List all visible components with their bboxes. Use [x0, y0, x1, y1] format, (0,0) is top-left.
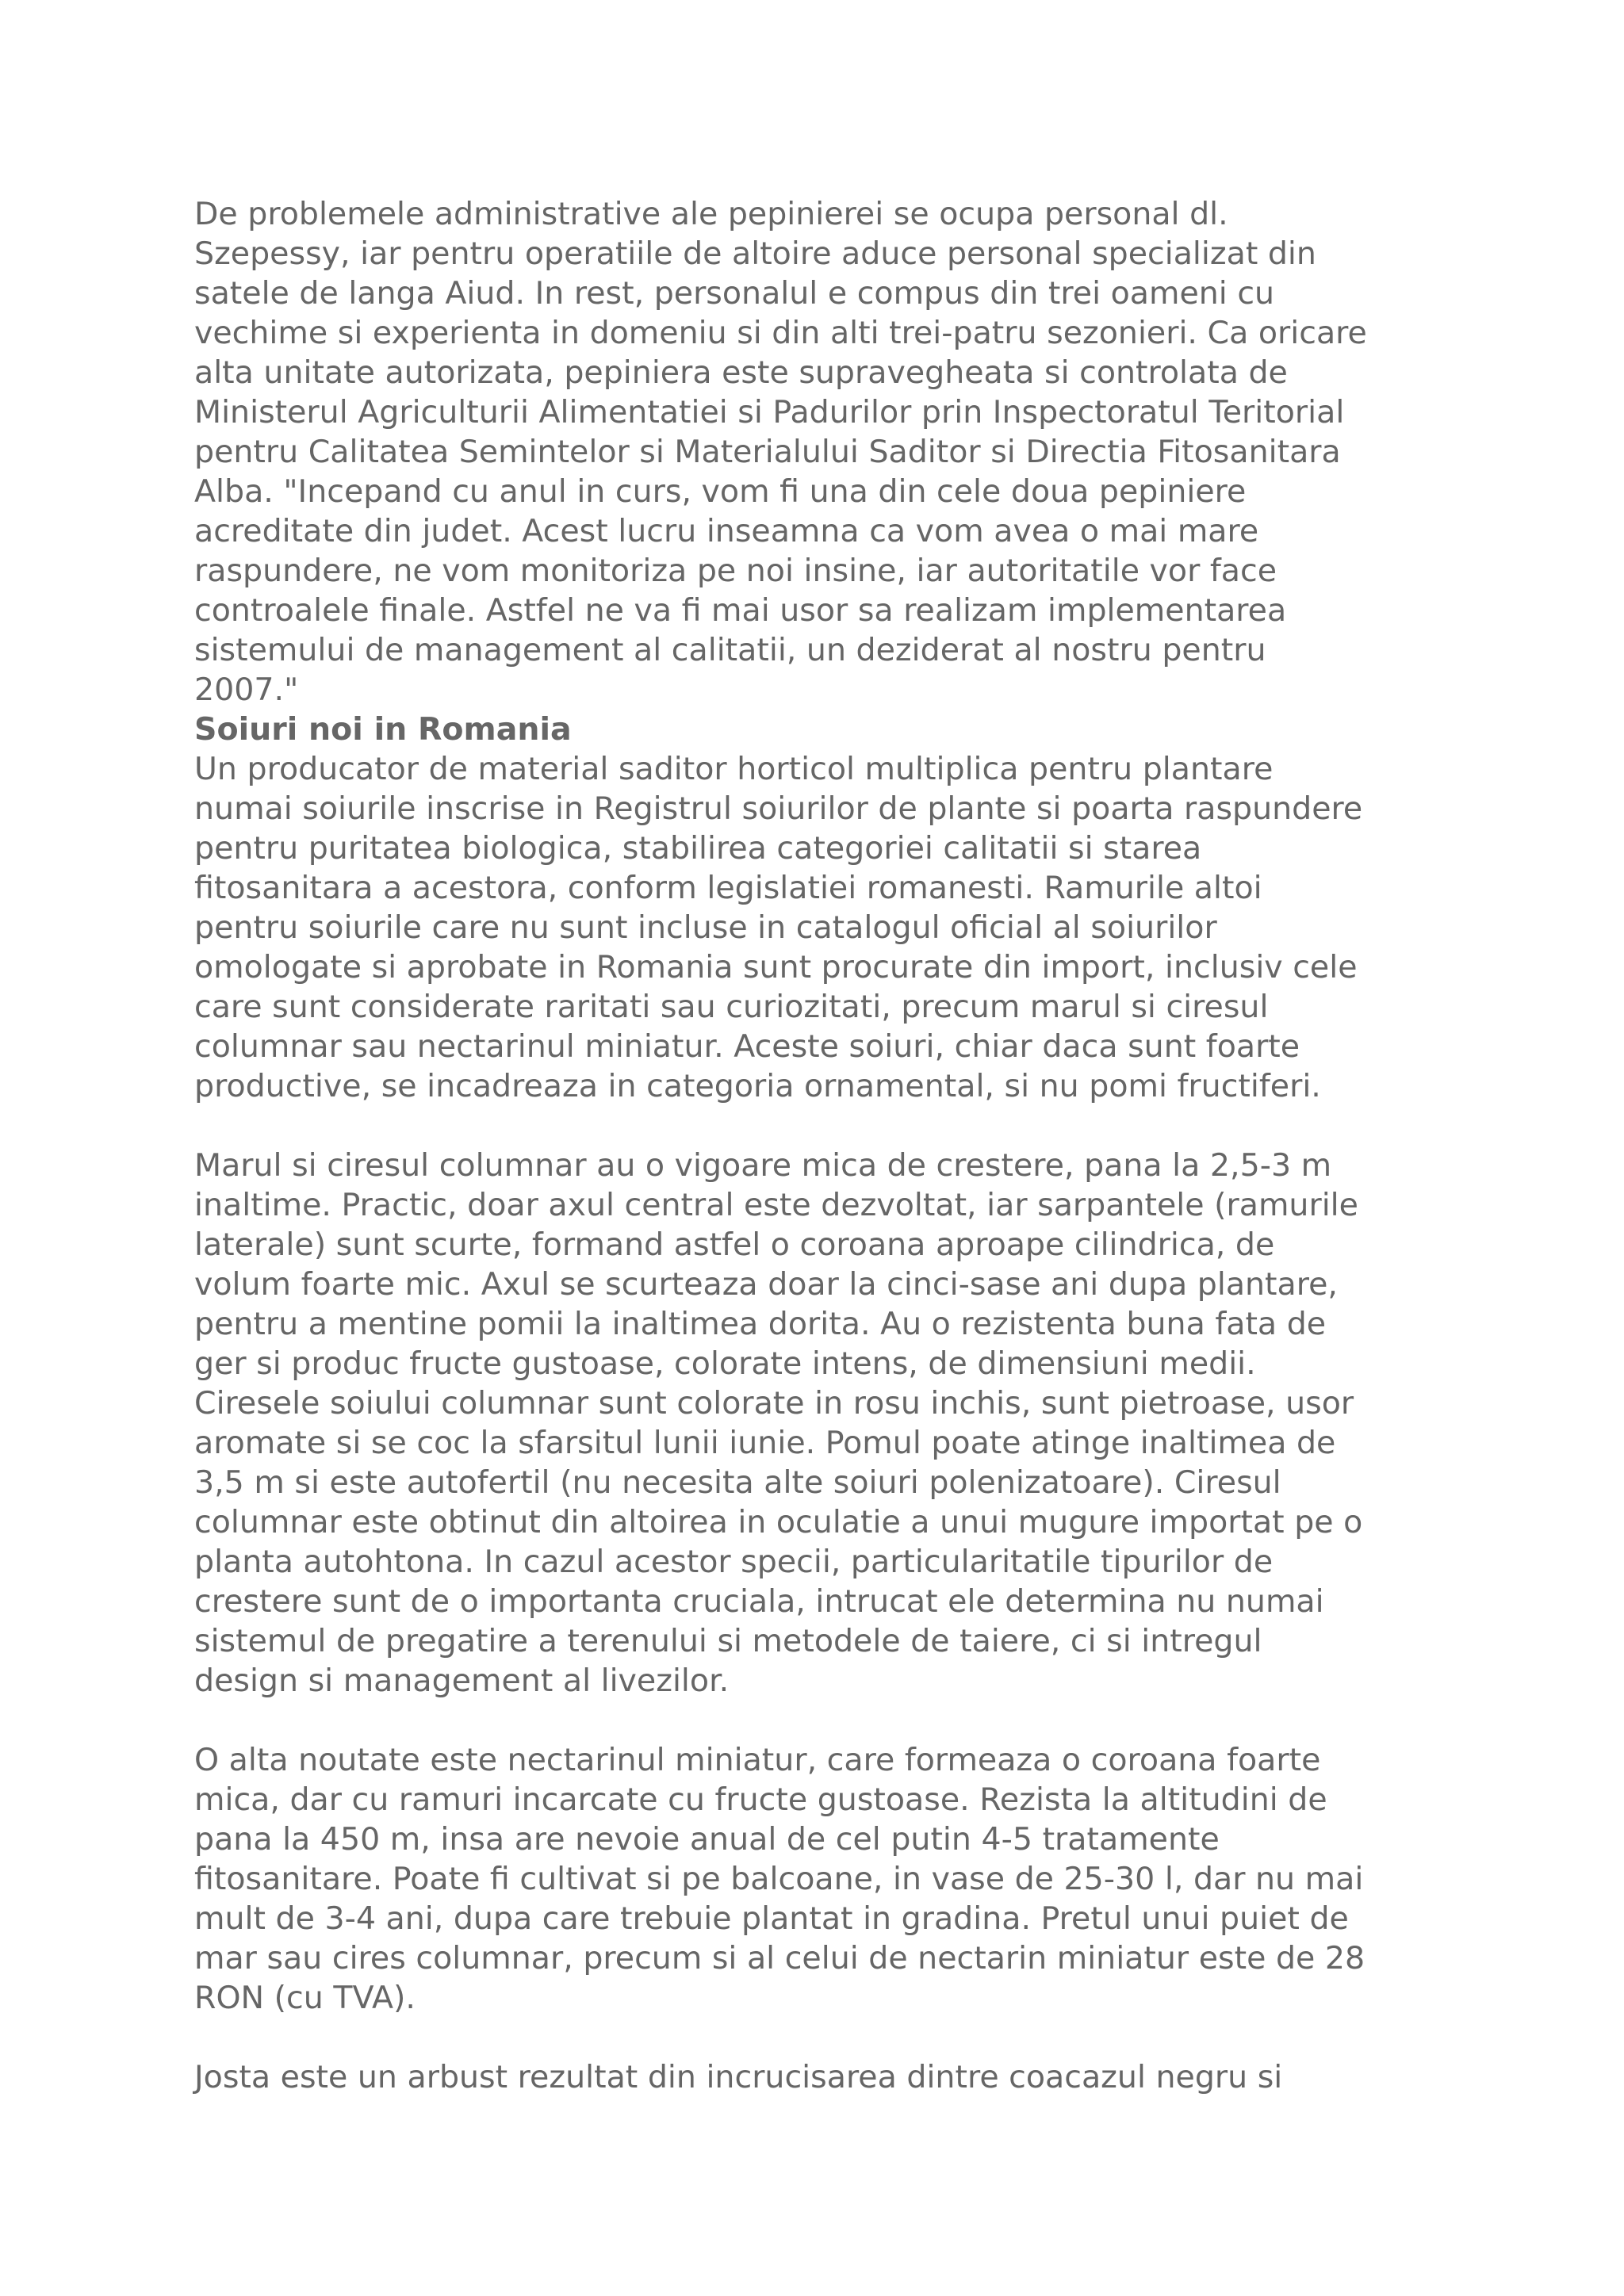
- document-body: [194, 194, 1463, 2097]
- paragraph-administration: [194, 194, 1463, 710]
- text-line: Marul si ciresul columnar au o vigoare mica de crestere, pana la 2,5-3 m: [194, 1147, 1332, 1184]
- text-line: pana la 450 m, insa are nevoie anual de cel putin 4-5 tratamente: [194, 1821, 1220, 1858]
- text-line: alta unitate autorizata, pepiniera este supravegheata si controlata de: [194, 354, 1288, 391]
- text-line: laterale) sunt scurte, formand astfel o coroana aproape cilindrica, de: [194, 1226, 1275, 1263]
- paragraph-gap: [194, 1701, 1463, 1740]
- text-line: O alta noutate este nectarinul miniatur, care formeaza o coroana foarte: [194, 1742, 1321, 1778]
- text-line: vechime si experienta in domeniu si din alti trei-patru sezonieri. Ca oricare: [194, 315, 1367, 351]
- text-line: Szepessy, iar pentru operatiile de altoire aduce personal specializat din: [194, 235, 1316, 272]
- text-line: 3,5 m si este autofertil (nu necesita alte soiuri polenizatoare). Ciresul: [194, 1464, 1281, 1501]
- text-line: mica, dar cu ramuri incarcate cu fructe gustoase. Rezista la altitudini de: [194, 1781, 1327, 1818]
- paragraph-josta: [194, 2057, 1463, 2097]
- text-line: satele de langa Aiud. In rest, personalul e compus din trei oameni cu: [194, 275, 1275, 312]
- text-line: columnar sau nectarinul miniatur. Aceste soiuri, chiar daca sunt foarte: [194, 1028, 1300, 1065]
- text-line: mult de 3-4 ani, dupa care trebuie plantat in gradina. Pretul unui puiet de: [194, 1900, 1349, 1937]
- paragraph-columnar-trees: [194, 1146, 1463, 1701]
- text-line: numai soiurile inscrise in Registrul soiurilor de plante si poarta raspundere: [194, 790, 1363, 827]
- text-line: productive, se incadreaza in categoria ornamental, si nu pomi fructiferi.: [194, 1068, 1321, 1104]
- text-line: Un producator de material saditor horticol multiplica pentru plantare: [194, 751, 1274, 787]
- text-line: fitosanitara a acestora, conform legislatiei romanesti. Ramurile altoi: [194, 870, 1262, 906]
- text-line: pentru a mentine pomii la inaltimea dorita. Au o rezistenta buna fata de: [194, 1306, 1327, 1342]
- text-line: aromate si se coc la sfarsitul lunii iunie. Pomul poate atinge inaltimea de: [194, 1425, 1336, 1461]
- text-line: pentru Calitatea Semintelor si Materialului Saditor si Directia Fitosanitara: [194, 434, 1341, 470]
- text-line: De problemele administrative ale pepinierei se ocupa personal dl.: [194, 196, 1228, 232]
- text-line: Ciresele soiului columnar sunt colorate in rosu inchis, sunt pietroase, usor: [194, 1385, 1354, 1422]
- text-line: sistemului de management al calitatii, un deziderat al nostru pentru: [194, 632, 1266, 668]
- text-line: inaltime. Practic, doar axul central este dezvoltat, iar sarpantele (ramurile: [194, 1187, 1358, 1223]
- text-line: 2007.": [194, 672, 299, 708]
- text-line: columnar este obtinut din altoirea in oculatie a unui mugure importat pe o: [194, 1504, 1363, 1540]
- paragraph-miniature-nectarine: [194, 1740, 1463, 2018]
- text-line: pentru soiurile care nu sunt incluse in catalogul oficial al soiurilor: [194, 909, 1217, 946]
- section-heading: Soiuri noi in Romania: [194, 711, 572, 748]
- text-line: crestere sunt de o importanta cruciala, intrucat ele determina nu numai: [194, 1583, 1324, 1620]
- text-line: sistemul de pregatire a terenului si metodele de taiere, ci si intregul: [194, 1623, 1262, 1659]
- paragraph-new-varieties: [194, 749, 1463, 1106]
- text-line: ger si produc fructe gustoase, colorate intens, de dimensiuni medii.: [194, 1345, 1256, 1382]
- text-line: care sunt considerate raritati sau curiozitati, precum marul si ciresul: [194, 989, 1269, 1025]
- text-line: design si management al livezilor.: [194, 1663, 730, 1699]
- text-line: fitosanitare. Poate fi cultivat si pe balcoane, in vase de 25-30 l, dar nu mai: [194, 1861, 1364, 1897]
- text-line: raspundere, ne vom monitoriza pe noi insine, iar autoritatile vor face: [194, 553, 1277, 589]
- text-line: mar sau cires columnar, precum si al celui de nectarin miniatur este de 28: [194, 1940, 1365, 1976]
- text-line: Josta este un arbust rezultat din incrucisarea dintre coacazul negru si: [194, 2059, 1283, 2095]
- text-line: pentru puritatea biologica, stabilirea categoriei calitatii si starea: [194, 830, 1202, 867]
- paragraph-gap: [194, 1106, 1463, 1146]
- text-line: volum foarte mic. Axul se scurteaza doar la cinci-sase ani dupa plantare,: [194, 1266, 1338, 1303]
- text-line: acreditate din judet. Acest lucru inseamna ca vom avea o mai mare: [194, 513, 1259, 549]
- text-line: RON (cu TVA).: [194, 1980, 416, 2016]
- text-line: Alba. "Incepand cu anul in curs, vom fi una din cele doua pepiniere: [194, 473, 1247, 510]
- text-line: omologate si aprobate in Romania sunt procurate din import, inclusiv cele: [194, 949, 1358, 985]
- text-line: Ministerul Agriculturii Alimentatiei si Padurilor prin Inspectoratul Teritorial: [194, 394, 1345, 430]
- text-line: controalele finale. Astfel ne va fi mai usor sa realizam implementarea: [194, 592, 1287, 629]
- paragraph-gap: [194, 2018, 1463, 2057]
- text-line: planta autohtona. In cazul acestor specii, particularitatile tipurilor de: [194, 1544, 1274, 1580]
